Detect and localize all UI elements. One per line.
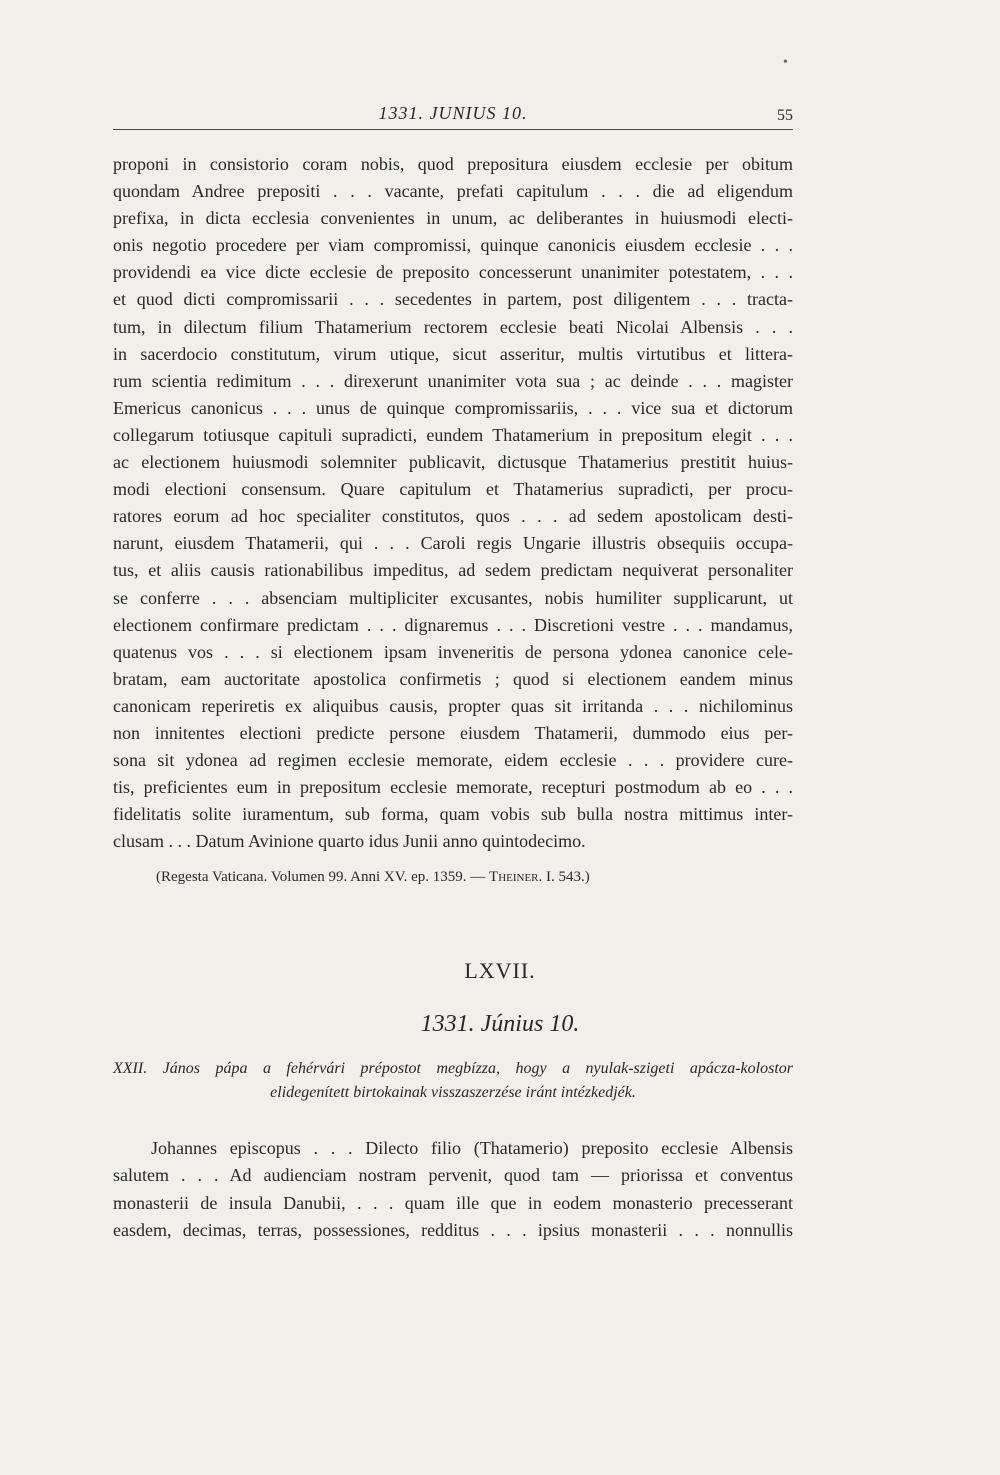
text-line: providendi ea vice dicte ecclesie de preposito concesserunt unanimiter potestatem, . . . <box>113 262 793 283</box>
text-line: proponi in consistorio coram nobis, quod prepositura eiusdem ecclesie per obitum <box>113 154 793 174</box>
text-line: tum, in dilectum filium Thatamerium rectorem ecclesie beati Nicolai Albensis . . . <box>113 316 793 337</box>
document-text <box>113 1135 793 1245</box>
text-line: collegarum totiusque capituli supradicti, eundem Thatamerium in prepositum elegit . . . <box>113 424 793 445</box>
text-line: et quod dicti compromissarii . . . secedentes in partem, post diligentem . . . tracta- <box>113 289 793 310</box>
running-head <box>113 101 793 130</box>
text-line: monasterii de insula Danubii, . . . quam ille que in eodem monasterio precesserant <box>113 1192 793 1213</box>
text-line: bratam, eam auctoritate apostolica confirmetis ; quod si electionem eandem minus <box>113 668 793 689</box>
text-line: non innitentes electioni predicte persone eiusdem Thatamerii, dummodo eius per- <box>113 722 793 743</box>
page-number: 55 <box>777 107 793 124</box>
document-summary <box>113 1057 793 1105</box>
text-line: ratores eorum ad hoc specialiter constitutos, quos . . . ad sedem apostolicam desti- <box>113 506 793 527</box>
citation-author: Theiner <box>489 869 539 885</box>
document-date: 1331. Június 10. <box>420 1011 580 1037</box>
text-line: easdem, decimas, terras, possessiones, redditus . . . ipsius monasterii . . . nonnullis <box>113 1220 793 1241</box>
running-title: 1331. JUNIUS 10. <box>378 103 528 123</box>
margin-mark: • <box>783 55 788 70</box>
text-line: prefixa, in dicta ecclesia convenientes in unum, ac deliberantes in huiusmodi electi- <box>113 208 793 229</box>
document-number: LXVII. <box>464 958 536 983</box>
text-line: rum scientia redimitum . . . direxerunt unanimiter vota sua ; ac deinde . . . magister <box>113 370 793 391</box>
summary-line-2: elidegenített birtokainak visszaszerzése iránt intézkedjék. <box>270 1084 636 1101</box>
citation <box>156 866 796 888</box>
text-line: in sacerdocio constitutum, virum utique, sicut asseritur, multis virtutibus et littera- <box>113 343 793 364</box>
text-line: quondam Andree prepositi . . . vacante, prefati capitulum . . . die ad eligendum <box>113 181 793 202</box>
text-line: Emericus canonicus . . . unus de quinque compromissariis, . . . vice sua et dictorum <box>113 397 793 418</box>
text-line: se conferre . . . absenciam multipliciter excusantes, nobis humiliter supplicarunt, ut <box>113 587 793 608</box>
text-line: quatenus vos . . . si electionem ipsam inveneritis de persona ydonea canonice cele- <box>113 641 793 662</box>
text-line: tis, preficientes eum in prepositum ecclesie memorate, recepturi postmodum ab eo . . . <box>113 777 793 798</box>
text-line: ac electionem huiusmodi solemniter publicavit, dictusque Thatamerius prestitit huius- <box>113 452 793 473</box>
text-line: electionem confirmare predictam . . . dignaremus . . . Discretioni vestre . . . mandamus, <box>113 614 793 635</box>
text-line: narunt, eiusdem Thatamerii, qui . . . Caroli regis Ungarie illustris obsequiis occupa- <box>113 533 793 554</box>
text-line: Johannes episcopus . . . Dilecto filio (Thatamerio) preposito ecclesie Albensis <box>151 1138 793 1158</box>
citation-suffix: . I. 543.) <box>538 869 590 885</box>
summary-line-1: XXII. János pápa a fehérvári prépostot megbízza, hogy a nyulak-szigeti apácza-kolostor <box>113 1060 793 1077</box>
text-line: fidelitatis solite iuramentum, sub forma, quam vobis sub bulla nostra mittimus inter- <box>113 804 793 825</box>
text-line: salutem . . . Ad audienciam nostram pervenit, quod tam — priorissa et conventus <box>113 1165 793 1186</box>
text-line: modi electioni consensum. Quare capitulum et Thatamerius supradicti, per procu- <box>113 479 793 500</box>
text-line: clusam . . . Datum Avinione quarto idus Junii anno quintodecimo. <box>113 831 586 852</box>
main-text <box>113 151 793 855</box>
text-line: tus, et aliis causis rationabilibus impeditus, ad sedem predictam nequiverat personaliter <box>113 560 793 581</box>
text-line: canonicam reperiretis ex aliquibus causis, propter quas sit irritanda . . . nichilominus <box>113 695 793 716</box>
text-line: onis negotio procedere per viam compromissi, quinque canonicis eiusdem ecclesie . . . <box>113 235 793 256</box>
text-line: sona sit ydonea ad regimen ecclesie memorate, eidem ecclesie . . . providere cure- <box>113 750 793 771</box>
citation-prefix: (Regesta Vaticana. Volumen 99. Anni XV. ep. 1359. — <box>156 869 490 885</box>
